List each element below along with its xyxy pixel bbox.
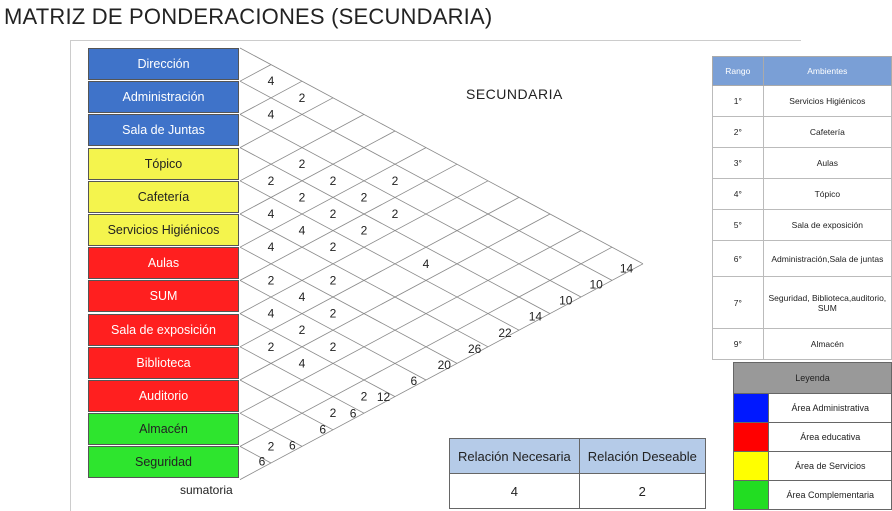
matrix-value: 2 (298, 157, 306, 172)
matrix-value: 2 (360, 190, 368, 205)
rango-value: 9° (713, 329, 764, 360)
relacion-deseable-header: Relación Deseable (579, 439, 705, 474)
rango-row (713, 241, 892, 277)
rango-header: Rango (713, 57, 764, 86)
rango-value: 1° (713, 86, 764, 117)
sumatoria-value: 12 (376, 390, 391, 405)
sumatoria-value: 6 (258, 454, 266, 469)
ambiente-value: Aulas (763, 148, 891, 179)
sumatoria-value: 6 (410, 374, 418, 389)
grid-line (240, 65, 271, 82)
matrix-value: 4 (298, 223, 306, 238)
sumatoria-value: 14 (619, 261, 634, 276)
matrix-value: 2 (329, 306, 337, 321)
grid-line (240, 114, 581, 297)
matrix-value: 2 (391, 207, 399, 221)
rango-row (713, 86, 892, 117)
matrix-value: 2 (360, 223, 368, 238)
ambiente-value: Administración,Sala de juntas (763, 241, 891, 277)
matrix-value: 4 (422, 256, 430, 271)
rango-row (713, 210, 892, 241)
ambiente-value: Tópico (763, 179, 891, 210)
matrix-value: 4 (267, 207, 275, 221)
category-4: Cafetería (88, 181, 239, 213)
ambiente-value: Seguridad, Biblioteca,auditorio, SUM (763, 277, 891, 329)
matrix-value: 2 (298, 323, 306, 338)
grid-line (240, 197, 519, 346)
sumatoria-label: sumatoria (180, 483, 233, 497)
rango-value: 3° (713, 148, 764, 179)
sumatoria-value: 20 (437, 357, 451, 372)
grid-line (240, 446, 271, 463)
matrix-value: 2 (267, 273, 275, 288)
sumatoria-value: 6 (349, 406, 357, 421)
category-11: Almacén (88, 413, 239, 445)
relacion-deseable-value: 2 (579, 474, 705, 509)
matrix-value: 2 (329, 207, 337, 221)
relacion-table (449, 438, 706, 509)
ambiente-value: Sala de exposición (763, 210, 891, 241)
rango-table (712, 56, 892, 360)
matrix-value: 4 (298, 356, 306, 371)
ambientes-header: Ambientes (763, 57, 891, 86)
category-1: Administración (88, 81, 239, 113)
grid-line (240, 181, 519, 330)
sumatoria-value: 26 (467, 341, 482, 356)
category-5: Servicios Higiénicos (88, 214, 239, 246)
rango-value: 2° (713, 117, 764, 148)
page-title: MATRIZ DE PONDERACIONES (SECUNDARIA) (4, 4, 493, 29)
rango-value: 6° (713, 241, 764, 277)
matrix-value: 2 (267, 339, 275, 354)
ambiente-value: Almacén (763, 329, 891, 360)
rango-row (713, 179, 892, 210)
matrix-value: 4 (267, 107, 275, 122)
category-9: Biblioteca (88, 347, 239, 379)
legend-label: Área Administrativa (769, 394, 892, 423)
ambiente-value: Servicios Higiénicos (763, 86, 891, 117)
legend-label: Área Complementaria (769, 481, 892, 510)
category-12: Seguridad (88, 446, 239, 478)
legend-item (734, 394, 892, 423)
matrix-value: 2 (360, 389, 368, 404)
legend-item (734, 481, 892, 510)
matrix-value: 2 (267, 173, 275, 188)
matrix-value: 2 (329, 339, 337, 354)
legend-item (734, 452, 892, 481)
rango-value: 7° (713, 277, 764, 329)
sumatoria-value: 14 (528, 309, 543, 324)
legend-swatch (734, 481, 769, 510)
legend-label: Área de Servicios (769, 452, 892, 481)
sumatoria-value: 10 (589, 277, 603, 292)
legend-swatch (734, 423, 769, 452)
category-8: Sala de exposición (88, 314, 239, 346)
category-3: Tópico (88, 148, 239, 180)
matrix-value: 4 (298, 290, 306, 304)
category-2: Sala de Juntas (88, 114, 239, 146)
legend-swatch (734, 452, 769, 481)
ambiente-value: Cafetería (763, 117, 891, 148)
matrix-value: 2 (298, 190, 306, 205)
matrix-value: 4 (267, 240, 275, 255)
legend-swatch (734, 394, 769, 423)
matrix-value: 2 (329, 273, 337, 288)
sumatoria-value: 6 (319, 422, 327, 437)
category-6: Aulas (88, 247, 239, 279)
matrix-value: 2 (391, 173, 399, 188)
matrix-label: SECUNDARIA (466, 86, 563, 102)
sumatoria-value: 22 (498, 325, 512, 340)
rango-row (713, 277, 892, 329)
matrix-value: 4 (267, 306, 275, 321)
sumatoria-value: 6 (289, 438, 296, 453)
matrix-value: 2 (267, 439, 275, 454)
rango-row (713, 117, 892, 148)
category-10: Auditorio (88, 380, 239, 412)
grid-line (240, 131, 395, 214)
category-7: SUM (88, 280, 239, 312)
relacion-necesaria-value: 4 (450, 474, 580, 509)
legend-table (733, 362, 892, 510)
matrix-value: 2 (329, 406, 337, 421)
category-0: Dirección (88, 48, 239, 80)
matrix-value: 2 (329, 240, 337, 255)
matrix-value: 2 (329, 173, 337, 188)
legend-label: Área educativa (769, 423, 892, 452)
relacion-necesaria-header: Relación Necesaria (450, 439, 580, 474)
legend-title: Leyenda (734, 363, 892, 394)
rango-value: 4° (713, 179, 764, 210)
matrix-value: 4 (267, 74, 275, 89)
matrix-value: 2 (298, 90, 306, 105)
grid-line (240, 98, 333, 148)
rango-row (713, 148, 892, 179)
rango-row (713, 329, 892, 360)
legend-item (734, 423, 892, 452)
sumatoria-value: 10 (559, 293, 573, 308)
rango-value: 5° (713, 210, 764, 241)
grid-line (240, 314, 395, 397)
